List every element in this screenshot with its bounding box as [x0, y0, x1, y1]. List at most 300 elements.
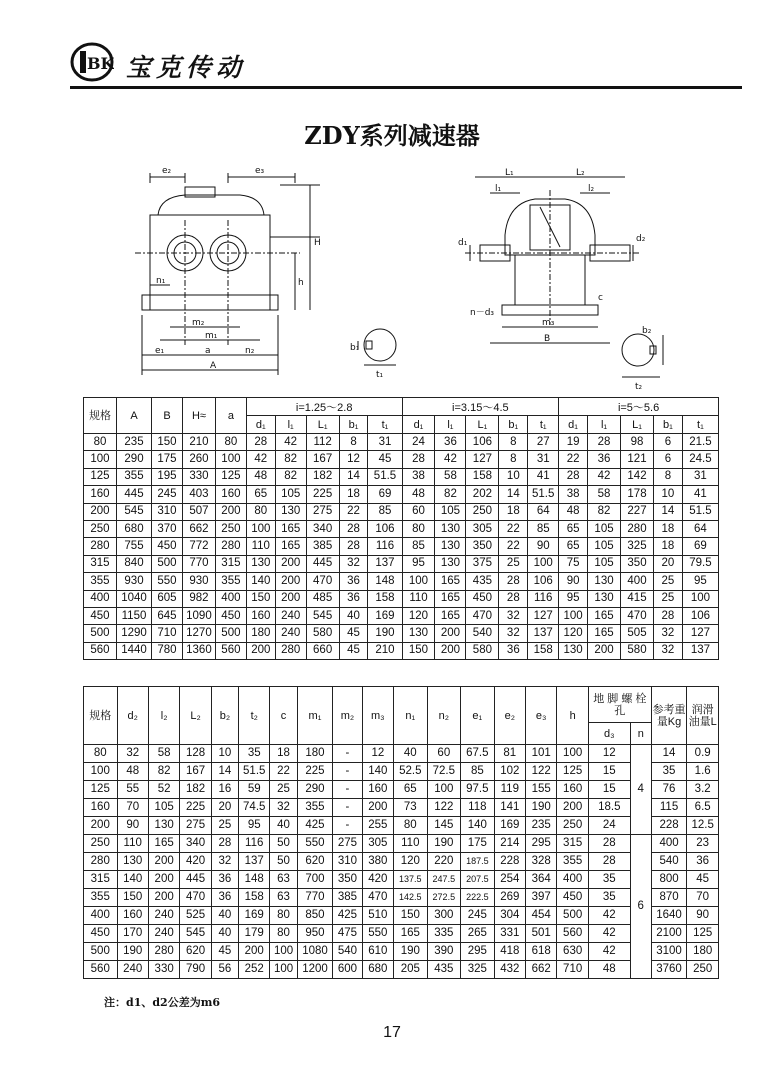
table-cell: 82 [148, 763, 179, 781]
table-cell: 450 [84, 925, 118, 943]
table-cell: 510 [362, 907, 393, 925]
page-title: ZDY系列减速器 [304, 121, 480, 150]
table-cell: 15 [588, 781, 630, 799]
table-cell: 28 [499, 573, 528, 590]
table-cell: 82 [588, 503, 621, 520]
table-cell: 14 [339, 468, 368, 485]
table-cell: 148 [239, 871, 270, 889]
table-cell: 112 [306, 434, 339, 451]
col-spec: 规格 [84, 398, 117, 434]
table-cell: 80 [215, 434, 246, 451]
table-cell: 80 [402, 520, 435, 537]
table-cell: 42 [588, 907, 630, 925]
label-e2: e₂ [162, 166, 172, 176]
group-ratio-2: i=3.15～4.5 [402, 398, 559, 416]
table-2-body [84, 745, 719, 979]
table-cell: 32 [211, 853, 238, 871]
table-cell: 445 [306, 555, 339, 572]
table-cell: 355 [215, 573, 246, 590]
table-cell: 800 [651, 871, 687, 889]
table-cell: 64 [528, 503, 559, 520]
table-cell: 265 [461, 925, 495, 943]
table-cell: 160 [246, 607, 275, 624]
table-cell: 1080 [297, 943, 333, 961]
table-row [84, 853, 719, 871]
table-cell: 280 [621, 520, 654, 537]
table-cell: 200 [557, 799, 588, 817]
table-cell: 35 [239, 745, 270, 763]
table-cell: 110 [117, 835, 148, 853]
col-n2: n₂ [427, 687, 461, 745]
col-L2: L₂ [180, 687, 211, 745]
table-cell: 240 [148, 907, 179, 925]
label-m2: m₂ [192, 318, 205, 328]
table-cell: 115 [651, 799, 687, 817]
table-cell: 454 [526, 907, 557, 925]
col-weight: 参考重量Kg [651, 687, 687, 745]
table-cell: 305 [466, 520, 499, 537]
table-cell: 485 [306, 590, 339, 607]
table-row [84, 451, 719, 468]
table-cell: 100 [84, 763, 118, 781]
table-cell: 435 [466, 573, 499, 590]
table-row [84, 486, 719, 503]
table-cell: 620 [297, 853, 333, 871]
table-cell: 180 [297, 745, 333, 763]
table-cell: 280 [275, 642, 306, 659]
table-cell: 227 [621, 503, 654, 520]
table-cell: 680 [116, 520, 151, 537]
table-cell: 85 [528, 520, 559, 537]
table-cell: 145 [427, 817, 461, 835]
table-cell: 12 [588, 745, 630, 763]
table-cell: 580 [306, 625, 339, 642]
table-cell: 160 [117, 907, 148, 925]
table-cell: 200 [588, 642, 621, 659]
table-cell: 6 [654, 451, 683, 468]
table-cell: 610 [362, 943, 393, 961]
table-cell: 82 [275, 468, 306, 485]
table-cell: 18 [654, 520, 683, 537]
table-cell: 81 [494, 745, 525, 763]
table-cell: 52 [148, 781, 179, 799]
sub-col-3-2: l₁ [588, 416, 621, 434]
sub-col-3-1: d₁ [559, 416, 588, 434]
table-cell: 100 [528, 555, 559, 572]
table-cell: 2100 [651, 925, 687, 943]
table-cell: 445 [116, 486, 151, 503]
table-cell: 122 [526, 763, 557, 781]
table-cell: 35 [588, 871, 630, 889]
label-A: A [210, 361, 217, 371]
col-H: H≈ [182, 398, 215, 434]
table-cell: 190 [117, 943, 148, 961]
table-cell: 42 [588, 925, 630, 943]
table-cell: 605 [152, 590, 183, 607]
table-cell: 100 [557, 745, 588, 763]
table-cell: 340 [306, 520, 339, 537]
table-cell: 550 [152, 573, 183, 590]
table-cell: 982 [182, 590, 215, 607]
table-cell: 160 [557, 781, 588, 799]
table-cell: 140 [362, 763, 393, 781]
table-cell: 630 [557, 943, 588, 961]
table-cell: 560 [557, 925, 588, 943]
table-cell: 142 [621, 468, 654, 485]
table-cell: 95 [402, 555, 435, 572]
table-cell: 355 [84, 889, 118, 907]
table-cell: 501 [526, 925, 557, 943]
table-cell: 190 [368, 625, 402, 642]
table-cell: 560 [215, 642, 246, 659]
group-ratio-3: i=5～5.6 [559, 398, 719, 416]
table-cell: 28 [654, 607, 683, 624]
table-cell: 110 [394, 835, 428, 853]
table-row [84, 817, 719, 835]
table-cell: 105 [435, 503, 466, 520]
table-cell: 116 [528, 590, 559, 607]
table-cell: 110 [402, 590, 435, 607]
table-cell: - [333, 763, 362, 781]
table-row [84, 590, 719, 607]
table-cell: 475 [333, 925, 362, 943]
table-cell: 100 [84, 451, 117, 468]
table-cell: 14 [651, 745, 687, 763]
table-cell: 42 [588, 468, 621, 485]
table-cell: 200 [435, 642, 466, 659]
table-cell: 235 [116, 434, 151, 451]
table-cell: 772 [182, 538, 215, 555]
table-cell: 95 [559, 590, 588, 607]
table-cell: 370 [152, 520, 183, 537]
table-cell: 105 [275, 486, 306, 503]
table-cell: 72.5 [427, 763, 461, 781]
table-cell: 120 [402, 607, 435, 624]
table-cell: 98 [621, 434, 654, 451]
table-cell: 12.5 [687, 817, 719, 835]
table-cell: 350 [466, 538, 499, 555]
table-cell: 618 [526, 943, 557, 961]
table-cell: 178 [621, 486, 654, 503]
brand-logo-icon [70, 42, 114, 82]
table-cell: 850 [297, 907, 333, 925]
table-cell: 500 [84, 943, 118, 961]
table-cell: 228 [651, 817, 687, 835]
sub-col-2-3: L₁ [466, 416, 499, 434]
table-cell: 207.5 [461, 871, 495, 889]
table-cell: 120 [559, 625, 588, 642]
table-cell: 169 [239, 907, 270, 925]
table-cell: 102 [494, 763, 525, 781]
table-cell: 450 [84, 607, 117, 624]
table-row [84, 925, 719, 943]
table-row [84, 642, 719, 659]
col-oil: 润滑油量L [687, 687, 719, 745]
table-cell: 165 [148, 835, 179, 853]
table-cell: 58 [148, 745, 179, 763]
table-cell: 23 [687, 835, 719, 853]
table-cell: 130 [148, 817, 179, 835]
table-cell: 24 [402, 434, 435, 451]
col-b2: b₂ [211, 687, 238, 745]
table-cell: 1440 [116, 642, 151, 659]
sub-col-2-1: d₁ [402, 416, 435, 434]
table-cell: 470 [180, 889, 211, 907]
table-cell: 8 [654, 468, 683, 485]
table-row [84, 781, 719, 799]
table-cell: 31 [368, 434, 402, 451]
table-cell: 245 [152, 486, 183, 503]
table-cell: 315 [84, 555, 117, 572]
table-cell: 225 [180, 799, 211, 817]
table-cell: 18 [654, 538, 683, 555]
label-h: h [298, 278, 304, 288]
table-cell: 70 [687, 889, 719, 907]
table-cell: 680 [362, 961, 393, 979]
sub-col-2-5: t₁ [528, 416, 559, 434]
table-cell: 45 [687, 871, 719, 889]
table-cell: 500 [84, 625, 117, 642]
table-cell: 315 [557, 835, 588, 853]
table-cell: 290 [297, 781, 333, 799]
table-cell: 540 [333, 943, 362, 961]
table-cell: 130 [435, 538, 466, 555]
table-cell: 85 [461, 763, 495, 781]
table-cell: 28 [499, 590, 528, 607]
table-cell: 310 [333, 853, 362, 871]
table-cell: 245 [461, 907, 495, 925]
table-cell: 12 [362, 745, 393, 763]
table-cell: 100 [215, 451, 246, 468]
table-cell: 36 [211, 871, 238, 889]
table-cell: 350 [333, 871, 362, 889]
table-cell: 355 [84, 573, 117, 590]
sub-col-2-2: l₁ [435, 416, 466, 434]
table-cell: 550 [362, 925, 393, 943]
table-cell: 32 [270, 799, 297, 817]
table-cell: 250 [687, 961, 719, 979]
sub-col-3-5: t₁ [682, 416, 718, 434]
table-cell: 580 [621, 642, 654, 659]
table-row [84, 503, 719, 520]
table-cell: 140 [117, 871, 148, 889]
label-d2: d₂ [636, 234, 646, 244]
table-cell: 100 [682, 590, 718, 607]
label-H: H [314, 238, 321, 248]
col-h: h [557, 687, 588, 745]
table-cell: 770 [297, 889, 333, 907]
table-cell: 137 [528, 625, 559, 642]
table-row [84, 799, 719, 817]
table-cell: 82 [275, 451, 306, 468]
table-cell: 128 [180, 745, 211, 763]
table-cell: 260 [182, 451, 215, 468]
table-cell: 32 [117, 745, 148, 763]
table-cell: 55 [117, 781, 148, 799]
table-cell: 269 [494, 889, 525, 907]
table-cell: 63 [270, 889, 297, 907]
table-cell: 418 [494, 943, 525, 961]
table-cell: 36 [499, 642, 528, 659]
table-cell: 155 [526, 781, 557, 799]
dimension-table-2 [83, 686, 719, 979]
table-cell: 58 [435, 468, 466, 485]
table-cell: 110 [246, 538, 275, 555]
table-cell: 125 [84, 781, 118, 799]
table-cell: 1200 [297, 961, 333, 979]
col-e1: e₁ [461, 687, 495, 745]
table-cell: 167 [306, 451, 339, 468]
table-cell: 170 [117, 925, 148, 943]
table-cell: 10 [211, 745, 238, 763]
table-cell: 295 [526, 835, 557, 853]
side-view-drawing [465, 177, 663, 377]
table-cell: 200 [246, 642, 275, 659]
table-cell: 65 [559, 520, 588, 537]
table-cell: 32 [499, 607, 528, 624]
table-cell: 140 [461, 817, 495, 835]
table-cell: 250 [466, 503, 499, 520]
table-cell: 165 [588, 625, 621, 642]
table-cell: 58 [588, 486, 621, 503]
table-row [84, 434, 719, 451]
table-cell: 200 [148, 889, 179, 907]
table-cell: - [333, 817, 362, 835]
table-cell: 400 [84, 590, 117, 607]
table-cell: 3760 [651, 961, 687, 979]
table-row [84, 889, 719, 907]
table-cell: 32 [499, 625, 528, 642]
table-cell: 36 [339, 590, 368, 607]
table-cell: 42 [246, 451, 275, 468]
table-cell: 200 [148, 871, 179, 889]
table-cell: 15 [588, 763, 630, 781]
sub-col-3-3: L₁ [621, 416, 654, 434]
table-cell: 65 [559, 538, 588, 555]
table-cell: 620 [180, 943, 211, 961]
label-l2: l₂ [588, 184, 595, 194]
table-cell: - [333, 781, 362, 799]
col-e3: e₃ [526, 687, 557, 745]
table-cell: 122 [427, 799, 461, 817]
table-cell: 21.5 [682, 434, 718, 451]
col-l2: l₂ [148, 687, 179, 745]
page-number: 17 [383, 1024, 401, 1041]
table-cell: 158 [528, 642, 559, 659]
table-cell: 41 [682, 486, 718, 503]
table-cell: 24 [588, 817, 630, 835]
table-cell: 169 [494, 817, 525, 835]
table-cell: 137.5 [394, 871, 428, 889]
table-cell: 18.5 [588, 799, 630, 817]
table-cell: 130 [246, 555, 275, 572]
table-cell: 50 [270, 835, 297, 853]
table-row [84, 538, 719, 555]
table-cell: 415 [621, 590, 654, 607]
table-cell: 275 [306, 503, 339, 520]
table-cell: 250 [84, 520, 117, 537]
table-cell: 325 [621, 538, 654, 555]
table-cell: 420 [362, 871, 393, 889]
table-cell: 240 [117, 961, 148, 979]
table-cell: 580 [466, 642, 499, 659]
table-cell: 380 [362, 853, 393, 871]
table-cell: 305 [362, 835, 393, 853]
table-cell: 125 [84, 468, 117, 485]
brand-name: 宝克传动 [126, 53, 247, 82]
label-e3: e₃ [255, 166, 265, 176]
table-cell: 182 [180, 781, 211, 799]
col-c: c [270, 687, 297, 745]
table-cell: 550 [297, 835, 333, 853]
table-cell: 507 [182, 503, 215, 520]
table-cell: 425 [297, 817, 333, 835]
table-cell: 340 [180, 835, 211, 853]
table-cell: 22 [499, 538, 528, 555]
table-cell: 56 [211, 961, 238, 979]
table-cell: 330 [148, 961, 179, 979]
table-cell: 130 [402, 625, 435, 642]
table-cell: 22 [559, 451, 588, 468]
table-cell: 205 [394, 961, 428, 979]
table-cell: 560 [84, 961, 118, 979]
label-d1: d₁ [458, 238, 468, 248]
table-row [84, 745, 719, 763]
table-cell: 470 [306, 573, 339, 590]
table-cell: 662 [182, 520, 215, 537]
table-cell: 600 [333, 961, 362, 979]
table-cell: 27 [528, 434, 559, 451]
table-cell: 28 [211, 835, 238, 853]
table-cell: 22 [499, 520, 528, 537]
table-cell: 85 [368, 503, 402, 520]
table-cell: 125 [557, 763, 588, 781]
label-m3: m₃ [542, 318, 555, 328]
table-cell: 32 [654, 642, 683, 659]
table-cell: 28 [339, 520, 368, 537]
table-cell: 73 [394, 799, 428, 817]
table-cell: 167 [180, 763, 211, 781]
table-cell: 331 [494, 925, 525, 943]
table-cell: 280 [84, 538, 117, 555]
table-cell: 116 [368, 538, 402, 555]
table-cell: 200 [239, 943, 270, 961]
table-cell: 40 [211, 907, 238, 925]
table-cell: - [333, 799, 362, 817]
table-cell: 165 [394, 925, 428, 943]
table-cell: 10 [499, 468, 528, 485]
table-cell: 52.5 [394, 763, 428, 781]
table-cell: 150 [152, 434, 183, 451]
table-cell: 130 [435, 555, 466, 572]
table-row [84, 871, 719, 889]
table-cell: 255 [362, 817, 393, 835]
table-cell: 106 [466, 434, 499, 451]
table-cell: 90 [687, 907, 719, 925]
col-t2: t₂ [239, 687, 270, 745]
table-cell: 450 [215, 607, 246, 624]
label-c: c [598, 293, 603, 303]
table-cell: 225 [297, 763, 333, 781]
label-b1: b₁ [350, 343, 360, 353]
table-row [84, 573, 719, 590]
table-cell: 137 [368, 555, 402, 572]
table-cell: 142.5 [394, 889, 428, 907]
table-cell: 38 [402, 468, 435, 485]
table-cell: 20 [654, 555, 683, 572]
dimension-table-1 [83, 397, 719, 660]
table-cell: 64 [682, 520, 718, 537]
